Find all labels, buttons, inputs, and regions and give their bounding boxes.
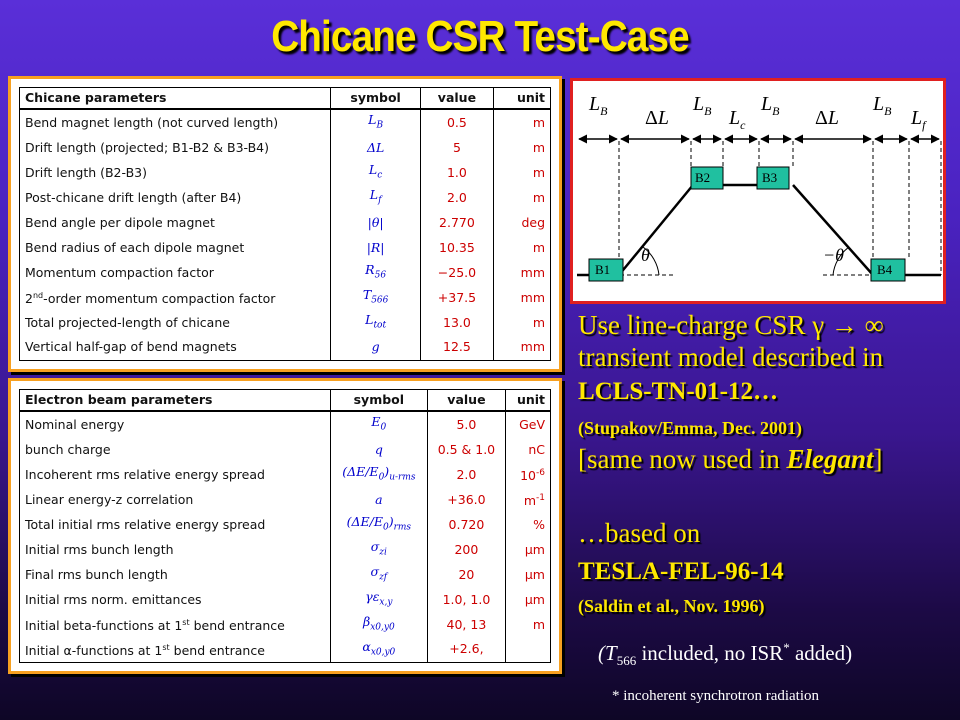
description-line-2: transient model described in bbox=[578, 342, 884, 372]
header-value: value bbox=[421, 88, 493, 110]
description-line-4: (Stupakov/Emma, Dec. 2001) bbox=[578, 418, 802, 438]
chicane-parameters-table bbox=[8, 76, 562, 372]
table-row bbox=[20, 335, 551, 361]
symbol-cell: $\sigma_{zi}$ bbox=[331, 537, 428, 562]
table-row bbox=[20, 587, 551, 612]
param-cell: Initial α-functions at 1st bend entrance bbox=[20, 637, 331, 663]
unit-cell: m bbox=[493, 135, 550, 160]
length-label-lb-4: $L_B$ bbox=[873, 93, 892, 118]
table-row bbox=[20, 462, 551, 487]
value-cell: 1.0, 1.0 bbox=[427, 587, 506, 612]
description-line-1: Use line-charge CSR γ → ∞ bbox=[578, 310, 884, 340]
unit-cell: mm bbox=[493, 260, 550, 285]
table-row bbox=[20, 512, 551, 537]
table-row bbox=[20, 637, 551, 663]
value-cell: 2.770 bbox=[421, 210, 493, 235]
header-symbol: symbol bbox=[331, 390, 428, 412]
unit-cell: % bbox=[506, 512, 551, 537]
param-cell: Momentum compaction factor bbox=[20, 260, 331, 285]
table-header-row bbox=[20, 390, 551, 412]
symbol-cell: $L_f$ bbox=[331, 185, 421, 210]
param-cell: Initial rms bunch length bbox=[20, 537, 331, 562]
symbol-cell: $R_{56}$ bbox=[331, 260, 421, 285]
table-row bbox=[20, 437, 551, 462]
table-row bbox=[20, 185, 551, 210]
param-cell: Drift length (projected; B1-B2 & B3-B4) bbox=[20, 135, 331, 160]
symbol-cell: $\alpha_{x0,y0}$ bbox=[331, 637, 428, 663]
value-cell: 10.35 bbox=[421, 235, 493, 260]
magnet-b3-label: B3 bbox=[762, 170, 778, 185]
symbol-cell: q bbox=[331, 437, 428, 462]
slide-title: Chicane CSR Test-Case bbox=[271, 12, 689, 61]
param-cell: Nominal energy bbox=[20, 411, 331, 437]
table-row bbox=[20, 612, 551, 637]
param-cell: Linear energy-z correlation bbox=[20, 487, 331, 512]
table-header-row bbox=[20, 88, 551, 110]
symbol-cell: $\beta_{x0,y0}$ bbox=[331, 612, 428, 637]
unit-cell: $10^{-6}$ bbox=[506, 462, 551, 487]
header-param: Chicane parameters bbox=[20, 88, 331, 110]
description-line-8: (Saldin et al., Nov. 1996) bbox=[578, 596, 765, 616]
t566-note-sub: 566 bbox=[616, 653, 637, 669]
value-cell: 13.0 bbox=[421, 310, 493, 335]
description-line-5 bbox=[578, 444, 882, 475]
unit-cell: m bbox=[493, 185, 550, 210]
value-cell: 40, 13 bbox=[427, 612, 506, 637]
symbol-cell: $L_B$ bbox=[331, 109, 421, 135]
table-row bbox=[20, 260, 551, 285]
length-label-lb-1: $L_B$ bbox=[589, 93, 608, 118]
value-cell: 20 bbox=[427, 562, 506, 587]
header-unit: unit bbox=[506, 390, 551, 412]
symbol-cell: $L_c$ bbox=[331, 160, 421, 185]
footnote: * incoherent synchrotron radiation bbox=[612, 688, 820, 704]
symbol-cell: $L_{tot}$ bbox=[331, 310, 421, 335]
param-cell: Incoherent rms relative energy spread bbox=[20, 462, 331, 487]
description-line-7: TESLA-FEL-96-14 bbox=[578, 558, 784, 585]
description-line-3: LCLS-TN-01-12… bbox=[578, 378, 779, 405]
value-cell: +2.6, bbox=[427, 637, 506, 663]
unit-cell bbox=[506, 637, 551, 663]
unit-cell: μm bbox=[506, 537, 551, 562]
t566-note-sup: * bbox=[783, 640, 790, 655]
table-row bbox=[20, 210, 551, 235]
unit-cell: m bbox=[506, 612, 551, 637]
length-label-dl-1: ΔL bbox=[645, 107, 669, 129]
table-row bbox=[20, 310, 551, 335]
value-cell: +36.0 bbox=[427, 487, 506, 512]
elegant-code-name: Elegant bbox=[786, 444, 874, 474]
unit-cell: m bbox=[493, 160, 550, 185]
table-row bbox=[20, 160, 551, 185]
param-cell: 2nd-order momentum compaction factor bbox=[20, 285, 331, 310]
value-cell: 5 bbox=[421, 135, 493, 160]
description-line-5-c: ] bbox=[873, 444, 883, 474]
magnet-b1-label: B1 bbox=[595, 262, 611, 277]
angle-label-minus-theta: −θ bbox=[823, 245, 844, 265]
param-cell: Total projected-length of chicane bbox=[20, 310, 331, 335]
value-cell: 2.0 bbox=[427, 462, 506, 487]
symbol-cell: a bbox=[331, 487, 428, 512]
unit-cell: m bbox=[493, 310, 550, 335]
unit-cell: m bbox=[493, 109, 550, 135]
table-row bbox=[20, 135, 551, 160]
t566-note-b: included, no ISR bbox=[636, 641, 784, 665]
t566-note bbox=[598, 640, 852, 669]
description-line-6: …based on bbox=[578, 518, 701, 548]
magnet-b2-label: B2 bbox=[695, 170, 711, 185]
value-cell: 0.5 bbox=[421, 109, 493, 135]
value-cell: 200 bbox=[427, 537, 506, 562]
value-cell: +37.5 bbox=[421, 285, 493, 310]
symbol-cell: $E_0$ bbox=[331, 411, 428, 437]
table-row bbox=[20, 411, 551, 437]
param-cell: Bend angle per dipole magnet bbox=[20, 210, 331, 235]
header-unit: unit bbox=[493, 88, 550, 110]
magnet-b4-label: B4 bbox=[877, 262, 893, 277]
value-cell: 5.0 bbox=[427, 411, 506, 437]
unit-cell: GeV bbox=[506, 411, 551, 437]
t566-note-a: (T bbox=[598, 641, 617, 665]
value-cell: 0.720 bbox=[427, 512, 506, 537]
chicane-diagram bbox=[570, 78, 946, 304]
param-cell: Initial rms norm. emittances bbox=[20, 587, 331, 612]
symbol-cell: $(\Delta E/E_0)_{u-rms}$ bbox=[331, 462, 428, 487]
param-cell: Vertical half-gap of bend magnets bbox=[20, 335, 331, 361]
table-row bbox=[20, 562, 551, 587]
unit-cell: $m^{-1}$ bbox=[506, 487, 551, 512]
param-cell: Post-chicane drift length (after B4) bbox=[20, 185, 331, 210]
unit-cell: deg bbox=[493, 210, 550, 235]
param-cell: Initial beta-functions at 1st bend entrance bbox=[20, 612, 331, 637]
header-param: Electron beam parameters bbox=[20, 390, 331, 412]
symbol-cell: $\gamma\varepsilon_{x,y}$ bbox=[331, 587, 428, 612]
header-value: value bbox=[427, 390, 506, 412]
param-cell: Bend radius of each dipole magnet bbox=[20, 235, 331, 260]
unit-cell: mm bbox=[493, 335, 550, 361]
symbol-cell: ΔL bbox=[331, 135, 421, 160]
length-label-lb-3: $L_B$ bbox=[761, 93, 780, 118]
symbol-cell: $\sigma_{zf}$ bbox=[331, 562, 428, 587]
unit-cell: μm bbox=[506, 587, 551, 612]
electron-beam-parameters-table bbox=[8, 378, 562, 674]
length-label-dl-2: ΔL bbox=[815, 107, 839, 129]
table-row bbox=[20, 235, 551, 260]
t566-note-c: added) bbox=[789, 641, 853, 665]
param-cell: Bend magnet length (not curved length) bbox=[20, 109, 331, 135]
unit-cell: nC bbox=[506, 437, 551, 462]
length-label-lf: $L_f$ bbox=[911, 107, 926, 132]
symbol-cell: $(\Delta E/E_0)_{rms}$ bbox=[331, 512, 428, 537]
value-cell: 2.0 bbox=[421, 185, 493, 210]
angle-label-theta: θ bbox=[641, 245, 650, 265]
param-cell: Total initial rms relative energy spread bbox=[20, 512, 331, 537]
table-row bbox=[20, 285, 551, 310]
length-label-lc: $L_c$ bbox=[729, 107, 746, 132]
symbol-cell: g bbox=[331, 335, 421, 361]
table-row bbox=[20, 109, 551, 135]
value-cell: −25.0 bbox=[421, 260, 493, 285]
length-label-lb-2: $L_B$ bbox=[693, 93, 712, 118]
symbol-cell: |R| bbox=[331, 235, 421, 260]
param-cell: Drift length (B2-B3) bbox=[20, 160, 331, 185]
value-cell: 1.0 bbox=[421, 160, 493, 185]
param-cell: bunch charge bbox=[20, 437, 331, 462]
table-row bbox=[20, 537, 551, 562]
description-line-5-a: [same now used in bbox=[578, 444, 787, 474]
symbol-cell: |θ| bbox=[331, 210, 421, 235]
unit-cell: m bbox=[493, 235, 550, 260]
unit-cell: μm bbox=[506, 562, 551, 587]
value-cell: 0.5 & 1.0 bbox=[427, 437, 506, 462]
symbol-cell: $T_{566}$ bbox=[331, 285, 421, 310]
unit-cell: mm bbox=[493, 285, 550, 310]
param-cell: Final rms bunch length bbox=[20, 562, 331, 587]
header-symbol: symbol bbox=[331, 88, 421, 110]
table-row bbox=[20, 487, 551, 512]
value-cell: 12.5 bbox=[421, 335, 493, 361]
